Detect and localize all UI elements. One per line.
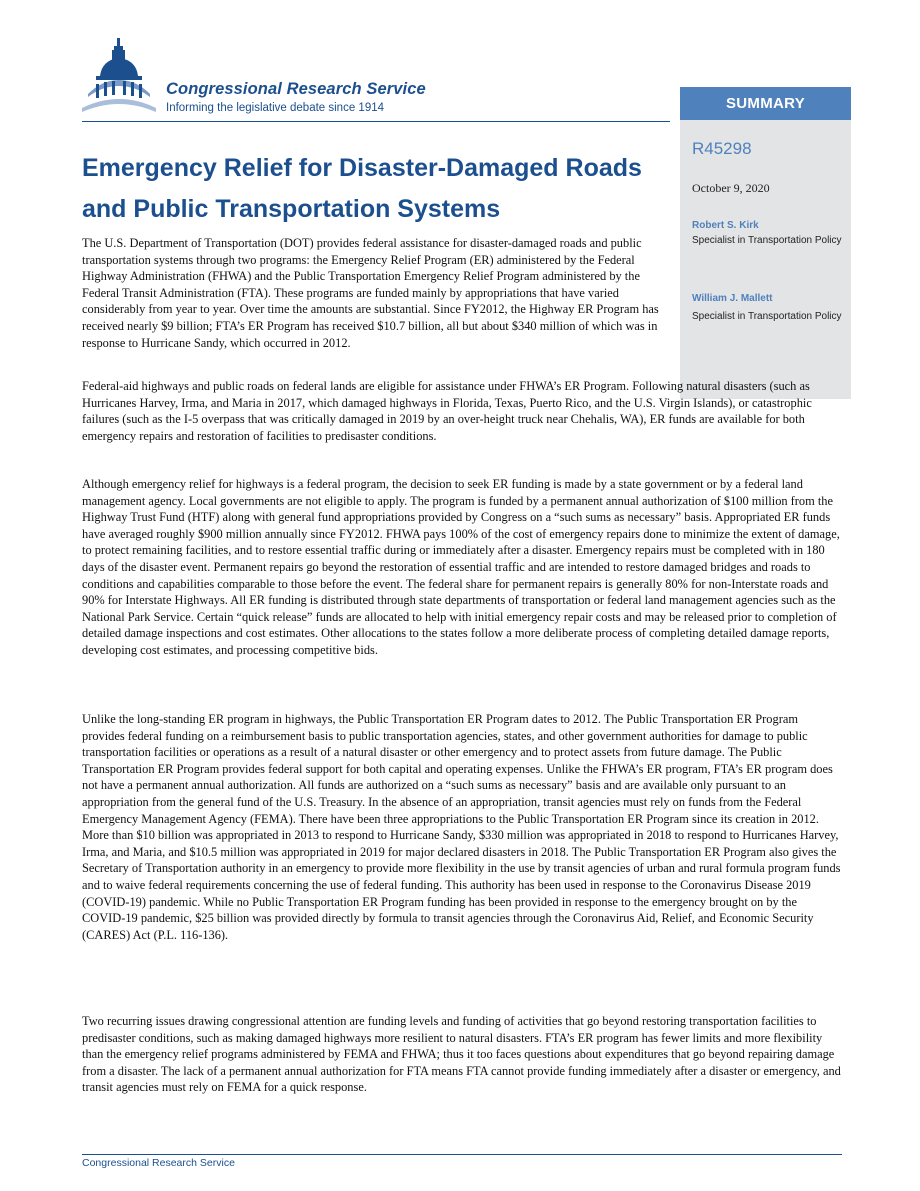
summary-paragraph: Federal-aid highways and public roads on federal lands are eligible for assistance under FHWA’s ER Program. Following natural disasters (such as Hurricanes Harvey, Irma, and Maria in 2017, which damaged highways in Florida, Texas, Puerto Rico, and the U.S. Virgin Islands), or catastrophic failures (such as the I-5 overpass that was critically damaged in 2019 by an over-height truck near Chehalis, WA), ER funds are available for both emergency repairs and restoration of facilities to predisaster conditions. (82, 379, 812, 443)
organization-tagline: Informing the legislative debate since 1914 (166, 102, 385, 114)
author-role: Specialist in Transportation Policy (692, 311, 842, 322)
summary-heading: SUMMARY (680, 87, 851, 120)
crs-capitol-logo (82, 36, 156, 122)
author-name: Robert S. Kirk (692, 220, 759, 231)
header-divider (82, 121, 670, 122)
summary-paragraph: The U.S. Department of Transportation (DOT) provides federal assistance for disaster-damaged roads and public transportation systems through two programs: the Emergency Relief Program (ER) administered by the Federal Highway Administration (FHWA) and the Public Transportation Emergency Relief Program administered by the Federal Transit Administration (FTA). These programs are funded mainly by appropriations that have varied considerably from year to year. Over time the amounts are substantial. Since FY2012, the Highway ER Program has received nearly $9 billion; FTA’s ER Program has received $10.7 billion, all but about $340 million of which was in response to Hurricane Sandy, which occurred in 2012. (82, 236, 659, 350)
report-date: October 9, 2020 (692, 181, 770, 195)
organization-name: Congressional Research Service (166, 80, 426, 98)
summary-paragraph: Although emergency relief for highways is a federal program, the decision to seek ER funding is made by a state government or by a federal land management agency. Local governments are not eligible to apply. The program is funded by a permanent annual authorization of $100 million from the Highway Trust Fund (HTF) along with general fund appropriations provided by Congress on a “such sums as necessary” basis. Appropriated ER funds have averaged roughly $900 million annually since FY2012. FHWA pays 100% of the cost of emergency repairs done to minimize the extent of damage, to protect remaining facilities, and to restore essential traffic during or immediately after a disaster. Emergency repairs must be completed with in 180 days of the disaster event. Permanent repairs go beyond the restoration of essential traffic and are intended to restore damaged bridges and roads to conditions and capabilities comparable to those before the event. The federal share for permanent repairs is generally 80% for non-Interstate roads and 90% for Interstate Highways. All ER funding is distributed through state departments of transportation or federal land management agencies such as the National Park Service. Certain “quick release” funds are allocated to help with initial emergency repair costs and may be released prior to completion of detailed damage inspections and cost estimates. Other allocations to the states follow a more deliberate process of completing detailed damage reports, developing cost estimates, and processing competitive bids. (82, 477, 840, 657)
footer-label: Congressional Research Service (82, 1157, 235, 1169)
report-title: Emergency Relief for Disaster-Damaged Roads and Public Transportation Systems (82, 154, 642, 223)
report-number: R45298 (692, 139, 752, 158)
author-role: Specialist in Transportation Policy (692, 235, 842, 246)
author-name: William J. Mallett (692, 293, 773, 304)
footer-divider (82, 1154, 842, 1155)
summary-paragraph: Two recurring issues drawing congressional attention are funding levels and funding of activities that go beyond restoring transportation facilities to predisaster conditions, such as making damaged highways more resilient to natural disasters. FTA’s ER program has fewer limits and more flexibility than the emergency relief programs administered by FEMA and FHWA; thus it too faces questions about expenditures that go beyond repairing damage from a disaster. The lack of a permanent annual authorization for FTA means FTA cannot provide funding immediately after a disaster or emergency, and transit agencies must rely on FEMA for a quick response. (82, 1014, 841, 1095)
summary-paragraph: Unlike the long-standing ER program in highways, the Public Transportation ER Program dates to 2012. The Public Transportation ER Program provides federal funding on a reimbursement basis to public transportation agencies, states, and other government authorities for damage to public transportation facilities or operations as a result of a natural disaster or other emergency and to protect assets from future damage. The Public Transportation ER Program provides federal support for both capital and operating expenses. Unlike the FHWA’s ER program, FTA’s ER program does not have a permanent annual authorization. All funds are authorized on a “such sums as necessary” basis and are available only pursuant to an appropriation from the general fund of the U.S. Treasury. In the absence of an appropriation, transit agencies must rely on funds from the Federal Emergency Management Agency (FEMA). There have been three appropriations to the Public Transportation ER Program since its creation in 2012. More than $10 billion was appropriated in 2013 to respond to Hurricane Sandy, $330 million was appropriated in 2018 to respond to Hurricanes Harvey, Irma, and Maria, and $10.5 million was appropriated in 2019 for major declared disasters in 2018. The Public Transportation ER Program also gives the Secretary of Transportation authority in an emergency to provide more flexibility in the use by transit agencies of urban and rural formula program funds and to waive federal requirements concerning the use of federal funding. This authority has been used in response to the Coronavirus Disease 2019 (COVID-19) pandemic. While no Public Transportation ER Program funding has been provided in response to the emergency brought on by the COVID-19 pandemic, $25 billion was provided directly by formula to transit agencies through the Coronavirus Aid, Relief, and Economic Security (CARES) Act (P.L. 116-136). (82, 712, 841, 942)
